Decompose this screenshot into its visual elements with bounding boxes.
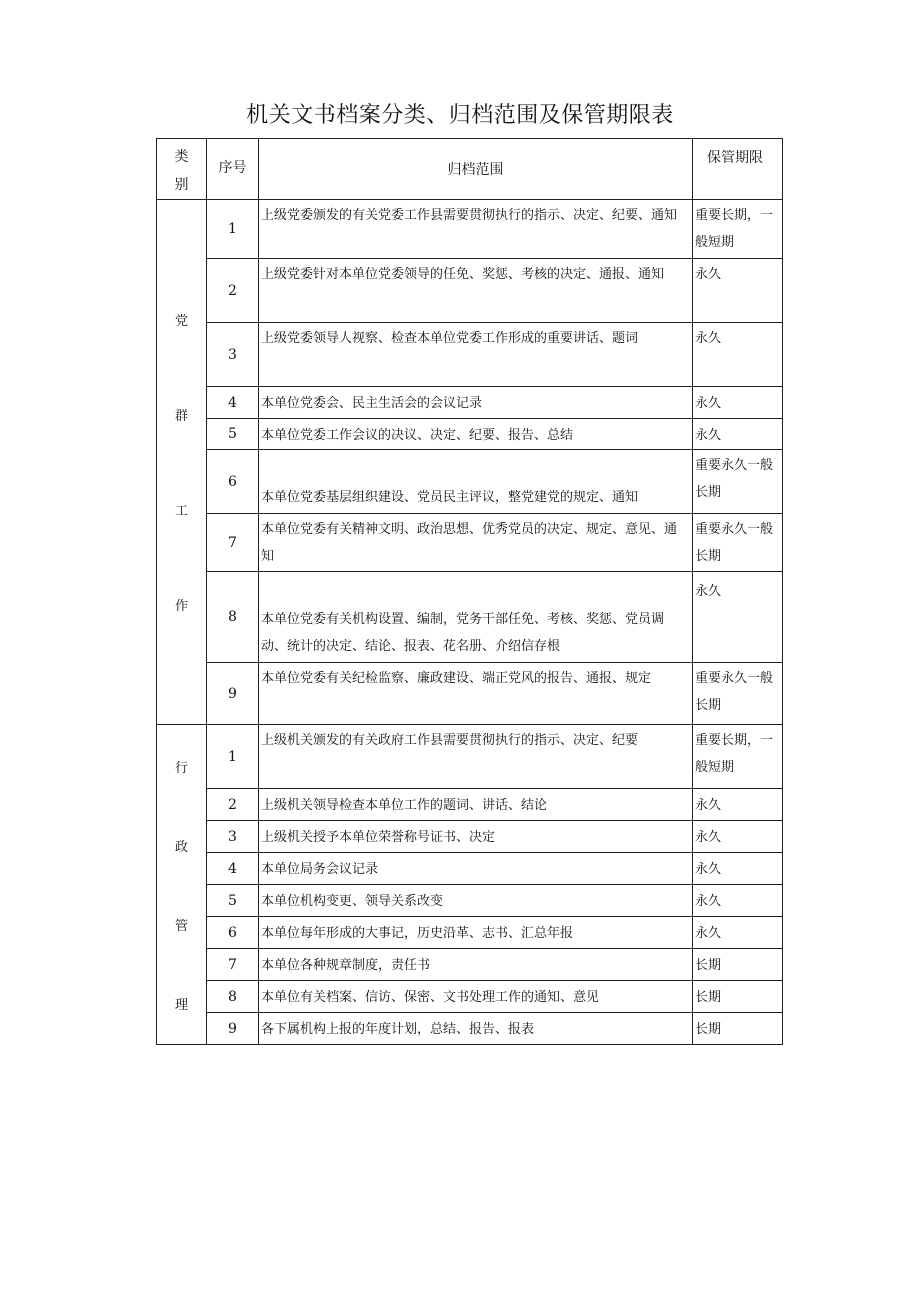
row-number: 2: [207, 259, 259, 323]
header-number: 序号: [207, 139, 259, 200]
row-number: 6: [207, 917, 259, 949]
scope-text: 本单位党委会、民主生活会的会议记录: [259, 387, 693, 419]
row-number: 4: [207, 853, 259, 885]
table-row: [157, 885, 783, 917]
retention-term: 永久: [693, 572, 783, 663]
table-row: [157, 981, 783, 1013]
table-row: [157, 725, 783, 789]
header-scope: 归档范围: [259, 139, 693, 200]
retention-term: 永久: [693, 917, 783, 949]
row-number: 1: [207, 200, 259, 259]
row-number: 7: [207, 949, 259, 981]
scope-text: 本单位党委工作会议的决议、决定、纪要、报告、总结: [259, 419, 693, 450]
retention-term: 永久: [693, 419, 783, 450]
table-row: [157, 853, 783, 885]
retention-term: 重要长期，一般短期: [693, 200, 783, 259]
retention-term: 永久: [693, 789, 783, 821]
retention-term: 重要永久一般长期: [693, 514, 783, 572]
table-row: [157, 259, 783, 323]
row-number: 9: [207, 663, 259, 725]
retention-term: 长期: [693, 949, 783, 981]
table-header-row: [157, 139, 783, 200]
row-number: 8: [207, 981, 259, 1013]
table-row: [157, 514, 783, 572]
row-number: 4: [207, 387, 259, 419]
scope-text: 本单位每年形成的大事记，历史沿革、志书、汇总年报: [259, 917, 693, 949]
retention-term: 重要永久一般长期: [693, 450, 783, 514]
table-row: [157, 663, 783, 725]
scope-text: 上级党委针对本单位党委领导的任免、奖惩、考核的决定、通报、通知: [259, 259, 693, 323]
row-number: 2: [207, 789, 259, 821]
header-retention-term: 保管期限: [693, 139, 783, 200]
row-number: 5: [207, 885, 259, 917]
row-number: 6: [207, 450, 259, 514]
scope-text: 本单位党委有关机构设置、编制，党务干部任免、考核、奖惩、党员调动、统计的决定、结论、报表、花名册、介绍信存根: [259, 572, 693, 663]
retention-term: 长期: [693, 1013, 783, 1045]
table-row: [157, 789, 783, 821]
scope-text: 上级机关颁发的有关政府工作县需要贯彻执行的指示、决定、纪要: [259, 725, 693, 789]
retention-term: 长期: [693, 981, 783, 1013]
scope-text: 上级党委颁发的有关党委工作县需要贯彻执行的指示、决定、纪要、通知: [259, 200, 693, 259]
retention-term: 永久: [693, 323, 783, 387]
row-number: 8: [207, 572, 259, 663]
row-number: 3: [207, 323, 259, 387]
table-row: [157, 450, 783, 514]
category-party-work: 党 群 工 作: [157, 200, 207, 725]
table-row: [157, 1013, 783, 1045]
retention-term: 永久: [693, 387, 783, 419]
table-row: [157, 821, 783, 853]
scope-text: 本单位党委基层组织建设、党员民主评议，整党建党的规定、通知: [259, 450, 693, 514]
table-row: [157, 419, 783, 450]
scope-text: 本单位党委有关纪检监察、廉政建设、端正党风的报告、通报、规定: [259, 663, 693, 725]
scope-text: 本单位局务会议记录: [259, 853, 693, 885]
retention-term: 重要长期，一般短期: [693, 725, 783, 789]
archive-classification-table: [156, 138, 783, 1045]
scope-text: 上级党委领导人视察、检查本单位党委工作形成的重要讲话、题词: [259, 323, 693, 387]
scope-text: 本单位各种规章制度，责任书: [259, 949, 693, 981]
retention-term: 永久: [693, 821, 783, 853]
document-title: 机关文书档案分类、归档范围及保管期限表: [246, 103, 674, 128]
retention-term: 永久: [693, 885, 783, 917]
scope-text: 本单位有关档案、信访、保密、文书处理工作的通知、意见: [259, 981, 693, 1013]
table-row: [157, 949, 783, 981]
table-row: [157, 387, 783, 419]
table-row: [157, 917, 783, 949]
table-row: [157, 572, 783, 663]
scope-text: 本单位党委有关精神文明、政治思想、优秀党员的决定、规定、意见、通知: [259, 514, 693, 572]
row-number: 5: [207, 419, 259, 450]
scope-text: 本单位机构变更、领导关系改变: [259, 885, 693, 917]
retention-term: 永久: [693, 259, 783, 323]
row-number: 3: [207, 821, 259, 853]
category-administration: 行 政 管 理: [157, 725, 207, 1045]
table-row: [157, 200, 783, 259]
header-category: 类别: [157, 139, 207, 200]
retention-term: 重要永久一般长期: [693, 663, 783, 725]
scope-text: 上级机关领导检查本单位工作的题词、讲话、结论: [259, 789, 693, 821]
row-number: 7: [207, 514, 259, 572]
row-number: 1: [207, 725, 259, 789]
retention-term: 永久: [693, 853, 783, 885]
scope-text: 上级机关授予本单位荣誉称号证书、决定: [259, 821, 693, 853]
scope-text: 各下属机构上报的年度计划，总结、报告、报表: [259, 1013, 693, 1045]
row-number: 9: [207, 1013, 259, 1045]
table-row: [157, 323, 783, 387]
